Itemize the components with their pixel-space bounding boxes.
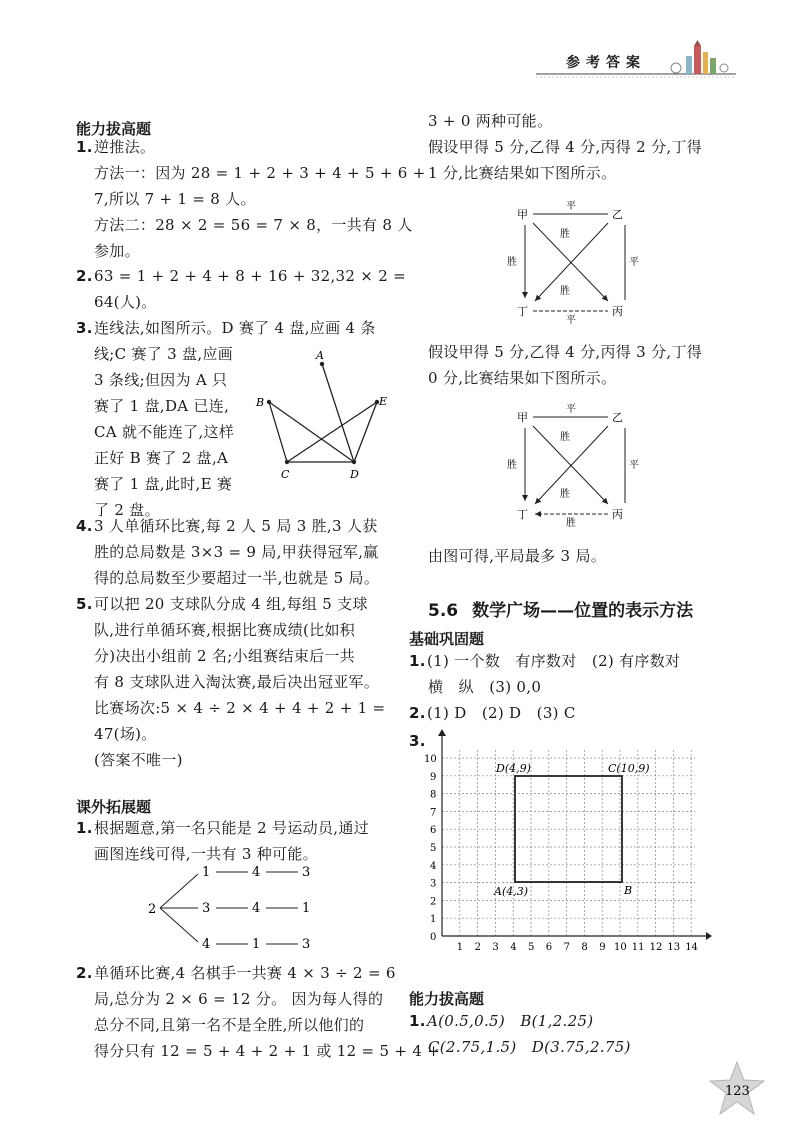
section-title (428, 596, 693, 621)
tree-r1-c: 3 (302, 865, 311, 880)
heading-ability-2: 能力拔高题 (409, 990, 485, 1008)
grid-x-tick-label: 5 (528, 942, 535, 953)
e1-line2: 画图连线可得,一共有 3 种可能。 (94, 845, 318, 863)
tree-r1-a: 1 (202, 865, 211, 880)
page-number-star (706, 1060, 768, 1118)
p1-line2: C(2.75,1.5) D(3.75,2.75) (428, 1038, 631, 1056)
right-line2: 假设甲得 5 分,乙得 4 分,丙得 2 分,丁得 (428, 138, 703, 156)
q1-line1: 1.逆推法。 (76, 138, 156, 156)
q5-line2: 队,进行单循环赛,根据比赛成绩(比如积 (94, 621, 356, 639)
q3-line4: 赛了 1 盘,DA 已连, (94, 397, 230, 415)
grid-point-d: D(4,9) (496, 762, 531, 775)
q5-line1: 5.可以把 20 支球队分成 4 组,每组 5 支球 (76, 595, 368, 613)
q5-line6: 47(场)。 (94, 725, 157, 743)
right-line1: 3 + 0 两种可能。 (428, 112, 553, 130)
page-number: 123 (725, 1084, 750, 1099)
d1-jia: 甲 (517, 208, 528, 221)
b3-label: 3. (409, 732, 426, 750)
q3-connection-diagram (250, 345, 400, 485)
point-d-label: D (350, 468, 359, 481)
right-line4: 假设甲得 5 分,乙得 4 分,丙得 3 分,丁得 (428, 343, 703, 361)
tree-r3-c: 3 (302, 937, 311, 952)
q3-line3: 3 条线;但因为 A 只 (94, 371, 228, 389)
d2-jia: 甲 (517, 411, 528, 424)
grid-x-tick-label: 1 (456, 942, 464, 953)
d2-yi: 乙 (612, 411, 623, 424)
point-a-label: A (316, 349, 324, 362)
grid-y-tick-label: 10 (424, 754, 437, 765)
q5-line3: 分)决出小组前 2 名;小组赛结束后一共 (94, 647, 355, 665)
ranking-tree-diagram (140, 860, 340, 955)
grid-y-tick-label: 0 (430, 932, 437, 943)
point-b-label: B (256, 396, 265, 409)
d2-top-label: 平 (566, 404, 576, 415)
q3-line7: 赛了 1 盘,此时,E 赛 (94, 475, 233, 493)
q5-line5: 比赛场次:5 × 4 ÷ 2 × 4 + 4 + 2 + 1 = (94, 699, 386, 717)
b1-line2: 横 纵 (3) 0,0 (428, 678, 542, 696)
tree-r3-b: 1 (252, 937, 261, 952)
grid-x-tick-label: 13 (667, 942, 681, 953)
q1-line2: 方法一：因为 28 = 1 + 2 + 3 + 4 + 5 + 6 + (94, 164, 426, 182)
q1-line3: 7,所以 7 + 1 = 8 人。 (94, 190, 256, 208)
d2-right-label: 平 (629, 460, 639, 471)
q4-line3: 得的总局数至少要超过一半,也就是 5 局。 (94, 569, 380, 587)
grid-point-c: C(10,9) (608, 762, 650, 775)
grid-y-tick-label: 4 (430, 860, 437, 872)
grid-y-tick-label: 8 (430, 789, 437, 801)
tree-r2-b: 4 (252, 901, 261, 916)
grid-y-tick-label: 1 (430, 914, 437, 926)
d2-ding: 丁 (517, 508, 528, 521)
coordinate-grid (422, 728, 712, 956)
d1-bing: 丙 (612, 305, 623, 318)
grid-y-tick-label: 6 (430, 825, 437, 837)
grid-x-tick-label: 6 (545, 942, 553, 953)
e2-line4: 得分只有 12 = 5 + 4 + 2 + 1 或 12 = 5 + 4 + (94, 1042, 441, 1060)
q3-line1: 3.连线法,如图所示。D 赛了 4 盘,应画 4 条 (76, 319, 376, 337)
point-e-label: E (379, 395, 388, 408)
q3-line5: CA 就不能连了,这样 (94, 423, 235, 441)
header (536, 40, 756, 90)
q1-line4: 方法二：28 × 2 = 56 = 7 × 8，一共有 8 人 (94, 216, 413, 234)
d2-left-label: 胜 (507, 460, 517, 471)
q5-line4: 有 8 支球队进入淘汰赛,最后决出冠亚军。 (94, 673, 380, 691)
tree-r2-c: 1 (302, 901, 311, 916)
q2-line2: 64(人)。 (94, 293, 157, 311)
header-title: 参考答案 (566, 55, 646, 71)
p1-line1: 1.A(0.5,0.5) B(1,2.25) (409, 1012, 594, 1030)
d2-diag1-label: 胜 (560, 432, 570, 443)
grid-x-tick-label: 14 (685, 942, 698, 953)
tree-r3-a: 4 (202, 937, 211, 952)
grid-x-tick-label: 11 (631, 942, 645, 953)
grid-x-tick-label: 10 (614, 942, 627, 953)
heading-basic: 基础巩固题 (409, 630, 485, 648)
grid-x-tick-label: 2 (474, 942, 481, 953)
q4-line2: 胜的总局数是 3×3 = 9 局,甲获得冠军,赢 (94, 543, 379, 561)
heading-extension: 课外拓展题 (76, 798, 152, 816)
e1-line1: 1.根据题意,第一名只能是 2 号运动员,通过 (76, 819, 369, 837)
heading-ability: 能力拔高题 (76, 120, 152, 138)
q2-line1: 2.63 = 1 + 2 + 4 + 8 + 16 + 32,32 × 2 = (76, 267, 407, 285)
d2-diag2-label: 胜 (560, 489, 570, 500)
tree-root: 2 (148, 902, 157, 917)
grid-y-tick-label: 9 (430, 771, 437, 783)
tree-r1-b: 4 (252, 865, 261, 880)
d2-bottom-label: 胜 (566, 518, 576, 528)
right-line6: 由图可得,平局最多 3 局。 (428, 547, 607, 565)
d1-diag1-label: 胜 (560, 229, 570, 240)
d1-bottom-label: 平 (566, 315, 576, 325)
section-name: 数学广场——位置的表示方法 (472, 601, 694, 621)
match-diagram-1 (505, 195, 645, 325)
grid-point-b: B (624, 884, 633, 897)
e2-line3: 总分不同,且第一名不是全胜,所以他们的 (94, 1016, 365, 1034)
grid-x-tick-label: 12 (649, 942, 663, 953)
grid-y-tick-label: 2 (430, 896, 437, 908)
d1-left-label: 胜 (507, 257, 517, 268)
e2-line2: 局,总分为 2 × 6 = 12 分。 因为每人得的 (94, 990, 384, 1008)
match-diagram-2 (505, 398, 645, 528)
grid-y-tick-label: 3 (430, 878, 437, 890)
grid-point-a: A(4,3) (494, 885, 529, 898)
q3-line6: 正好 B 赛了 2 盘,A (94, 449, 229, 467)
d1-ding: 丁 (517, 305, 528, 318)
e2-line1: 2.单循环比赛,4 名棋手一共赛 4 × 3 ÷ 2 = 6 (76, 964, 396, 982)
q3-line8: 了 2 盘。 (94, 501, 160, 519)
grid-x-tick-label: 9 (599, 942, 606, 953)
grid-x-tick-label: 4 (510, 942, 517, 953)
b1-line1: 1.(1) 一个数 有序数对 (2) 有序数对 (409, 652, 681, 670)
d1-diag2-label: 胜 (560, 286, 570, 297)
q3-line2: 线;C 赛了 3 盘,应画 (94, 345, 234, 363)
d2-bing: 丙 (612, 508, 623, 521)
grid-y-tick-label: 7 (430, 807, 437, 819)
tree-r2-a: 3 (202, 901, 211, 916)
section-number: 5.6 (428, 601, 459, 621)
d1-yi: 乙 (612, 208, 623, 221)
grid-x-tick-label: 8 (581, 942, 588, 953)
point-c-label: C (281, 468, 290, 481)
d1-right-label: 平 (629, 257, 639, 268)
grid-x-tick-label: 7 (563, 942, 570, 953)
b2-line1: 2.(1) D (2) D (3) C (409, 704, 576, 722)
grid-y-tick-label: 5 (430, 843, 437, 854)
d1-top-label: 平 (566, 201, 576, 212)
right-line3: 1 分,比赛结果如下图所示。 (428, 164, 617, 182)
q5-line7: (答案不唯一) (94, 751, 183, 769)
right-line5: 0 分,比赛结果如下图所示。 (428, 369, 617, 387)
grid-x-tick-label: 3 (492, 942, 499, 953)
q4-line1: 4.3 人单循环比赛,每 2 人 5 局 3 胜,3 人获 (76, 517, 378, 535)
q1-line5: 参加。 (94, 242, 140, 260)
